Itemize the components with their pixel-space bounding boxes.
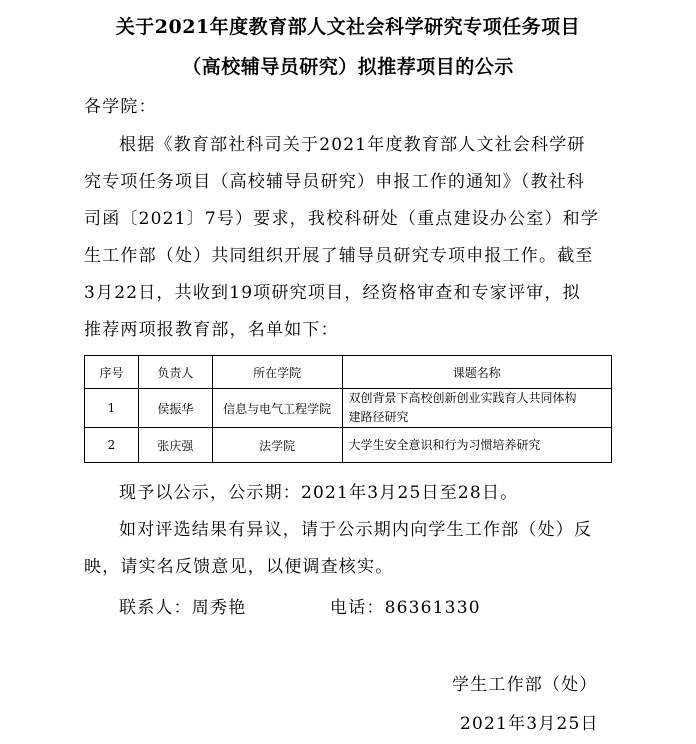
cell-leader: 侯振华 xyxy=(138,389,212,428)
table-row xyxy=(85,428,612,463)
recommended-projects-table xyxy=(84,355,612,463)
body-line-5: 3月22日，共收到19项研究项目，经资格审查和专家评审，拟 xyxy=(84,283,581,303)
cell-leader: 张庆强 xyxy=(138,428,212,463)
cell-topic xyxy=(342,389,611,428)
body-line-6: 推荐两项报教育部，名单如下： xyxy=(84,320,339,340)
body-line-4: 生工作部（处）共同组织开展了辅导员研究专项申报工作。截至 xyxy=(84,246,594,266)
table-row xyxy=(85,389,612,428)
contact-phone: 电话：86361330 xyxy=(330,598,481,618)
body-line-3: 司函〔2021〕7号）要求，我校科研处（重点建设办公室）和学 xyxy=(84,209,600,229)
header-college: 所在学院 xyxy=(212,356,342,389)
cell-topic-line: 大学生安全意识和行为习惯培养研究 xyxy=(348,437,541,452)
cell-college: 信息与电气工程学院 xyxy=(212,389,342,428)
objection-line-1: 如对评选结果有异议，请于公示期内向学生工作部（处）反 xyxy=(119,520,593,540)
salutation: 各学院： xyxy=(84,97,157,117)
table-header-row xyxy=(85,356,612,389)
cell-topic-line: 建路径研究 xyxy=(348,410,409,424)
cell-college: 法学院 xyxy=(212,428,342,463)
signature-date: 2021年3月25日 xyxy=(460,714,599,734)
signature-department: 学生工作部（处） xyxy=(452,675,598,695)
body-line-1: 根据《教育部社科司关于2021年度教育部人文社会科学研 xyxy=(119,135,586,155)
header-leader: 负责人 xyxy=(138,356,212,389)
page-title-line-1: 关于2021年度教育部人文社会科学研究专项任务项目 xyxy=(115,16,581,38)
cell-no: 1 xyxy=(85,389,139,428)
header-topic: 课题名称 xyxy=(342,356,611,389)
contact-person: 联系人：周秀艳 xyxy=(119,598,247,618)
objection-line-2: 映，请实名反馈意见，以便调查核实。 xyxy=(84,557,394,577)
cell-no: 2 xyxy=(85,428,139,463)
page-title-line-2: （高校辅导员研究）拟推荐项目的公示 xyxy=(182,56,514,78)
cell-topic xyxy=(342,428,611,463)
header-no: 序号 xyxy=(85,356,139,389)
body-line-2: 究专项任务项目（高校辅导员研究）申报工作的通知》（教社科 xyxy=(84,172,586,192)
cell-topic-line: 双创背景下高校创新创业实践育人共同体构 xyxy=(348,391,577,405)
notice-period: 现予以公示，公示期：2021年3月25日至28日。 xyxy=(119,483,519,503)
